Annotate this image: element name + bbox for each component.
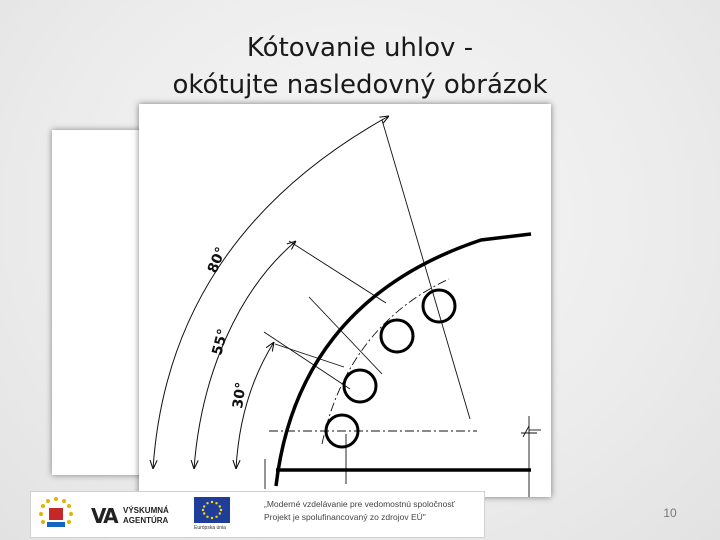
title-line-1: Kótovanie uhlov -	[246, 33, 474, 63]
hole-3	[344, 370, 376, 402]
project-statement-line-1: „Moderné vzdelávanie pre vedomostnú spoločnosť	[264, 499, 455, 509]
radial-line-80	[382, 120, 470, 419]
footer-logos-bar	[30, 491, 485, 538]
technical-drawing	[139, 104, 551, 497]
dimension-arc-80	[153, 116, 389, 469]
project-statement-line-2: Projekt je spolufinancovaný zo zdrojov EÚ"	[264, 512, 426, 522]
dimension-arc-55	[194, 241, 296, 469]
leader-line-80	[289, 241, 386, 303]
eu-flag-icon	[194, 497, 230, 523]
agency-name-line-1: VÝSKUMNÁ	[123, 506, 169, 515]
hole-1	[423, 290, 455, 322]
center-line-arc	[322, 279, 449, 444]
slide-title	[0, 30, 720, 104]
dimension-label-80: 80°	[204, 244, 230, 276]
radial-line-30	[309, 297, 382, 374]
eu-logo	[194, 497, 254, 535]
project-statement	[264, 498, 480, 524]
outer-arc-contour	[276, 234, 531, 486]
angle-dimension-drawing	[139, 104, 551, 497]
agency-name-line-2: AGENTÚRA	[123, 516, 169, 525]
research-agency-logo	[91, 500, 177, 530]
university-wreath-logo	[35, 496, 77, 532]
agency-name	[123, 506, 169, 526]
page-number: 10	[663, 506, 677, 520]
dimension-label-30: 30°	[230, 381, 250, 410]
agency-mark: VA	[91, 504, 117, 528]
eu-stars-icon	[194, 497, 230, 523]
title-line-2: okótujte nasledovný obrázok	[172, 70, 548, 100]
dimension-label-55: 55°	[209, 327, 232, 358]
leader-line-30	[275, 344, 344, 367]
hole-2	[381, 320, 413, 352]
eu-caption: Európska únia	[194, 525, 226, 531]
